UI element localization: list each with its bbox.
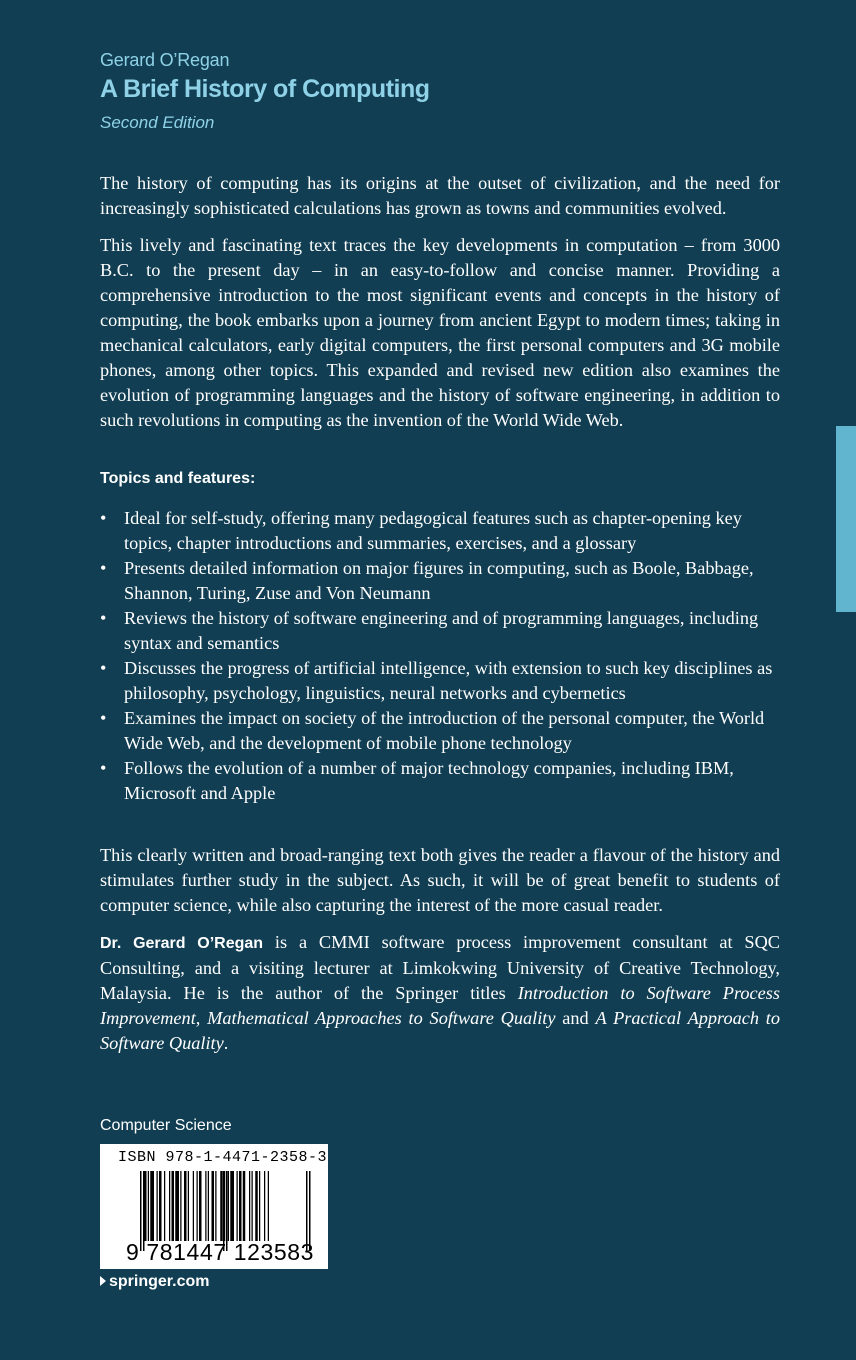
list-item [100,606,780,656]
intro-paragraph-2-text: This lively and fascinating text traces the key developments in computation – from 3000 B.C. to the present day – in an easy-to-follow and concise manner. Providing a comprehensive introduction to the most significant events and concepts in the history of computing, the book embarks upon a journey from ancient Egypt to modern times; taking in mechanical calculators, early digital computers, the first personal computers and 3G mobile phones, among other topics. This expanded and revised new edition also examines the evolution of programming languages and the history of software engineering, in addition to such revolutions in computing as the invention of the World Wide Web. [100,235,780,430]
author-bio-text-1: is a CMMI software process improvement consultant at SQC Consulting, and a visiting lecturer at Limkokwing University of Creative Technology, Malaysia. He is the author of the Springer titles [100,932,780,1003]
publisher-link[interactable] [100,1273,209,1291]
publisher-link-text: springer.com [109,1273,210,1290]
isbn-label: ISBN 978-1-4471-2358-3 [118,1149,328,1166]
intro-paragraph-2 [100,233,780,433]
list-item-text: Discusses the progress of artificial intelligence, with extension to such key disciplines as philosophy, psychology, linguistics, neural networks and cybernetics [124,658,773,703]
author-bio-title-2: A Practical Approach to Software Quality [100,1008,780,1053]
author-bio-text [100,930,780,1056]
isbn-barcode [100,1144,328,1269]
bullet-icon: • [100,608,107,628]
topics-heading: Topics and features: [100,470,256,487]
summary-paragraph [100,843,780,918]
author-name: Gerard O’Regan [100,50,230,70]
list-item-text: Reviews the history of software engineering and of programming languages, including syntax and semantics [124,608,759,653]
bullet-icon: • [100,508,107,528]
topics-list [100,506,780,806]
book-title: A Brief History of Computing [100,75,430,103]
side-color-tab [836,426,856,612]
list-item-text: Ideal for self-study, offering many pedagogical features such as chapter-opening key topics, chapter introductions and summaries, exercises, and a glossary [124,508,742,553]
list-item-text: Examines the impact on society of the introduction of the personal computer, the World Wide Web, and the development of mobile phone technology [124,708,765,753]
list-item [100,656,780,706]
list-item [100,756,780,806]
intro-paragraph-1 [100,171,780,221]
list-item-text: Follows the evolution of a number of major technology companies, including IBM, Microsoft and Apple [124,758,734,803]
author-bio [100,930,780,1056]
bullet-icon: • [100,708,107,728]
author-bio-text-3: . [223,1033,229,1053]
bullet-icon: • [100,758,107,778]
summary-paragraph-text: This clearly written and broad-ranging text both gives the reader a flavour of the history and stimulates further study in the subject. As such, it will be of great benefit to students of computer science, while also capturing the interest of the more casual reader. [100,845,780,915]
author-bio-name: Dr. Gerard O’Regan [100,935,264,952]
bullet-icon: • [100,658,107,678]
author-bio-text-2: and [555,1008,596,1028]
list-item [100,706,780,756]
list-item-text: Presents detailed information on major figures in computing, such as Boole, Babbage, Shannon, Turing, Zuse and Von Neumann [124,558,754,603]
arrow-right-icon [100,1276,106,1286]
barcode-digits: 9 781447 123583 [126,1239,315,1265]
intro-paragraph-1-text: The history of computing has its origins at the outset of civilization, and the need for increasingly sophisticated calculations has grown as towns and communities evolved. [100,173,780,218]
subject-category: Computer Science [100,1117,232,1134]
edition-label: Second Edition [100,113,215,132]
list-item [100,506,780,556]
author-bio-title-1: Introduction to Software Process Improvement, Mathematical Approaches to Software Quality [100,983,780,1028]
list-item [100,556,780,606]
bullet-icon: • [100,558,107,578]
